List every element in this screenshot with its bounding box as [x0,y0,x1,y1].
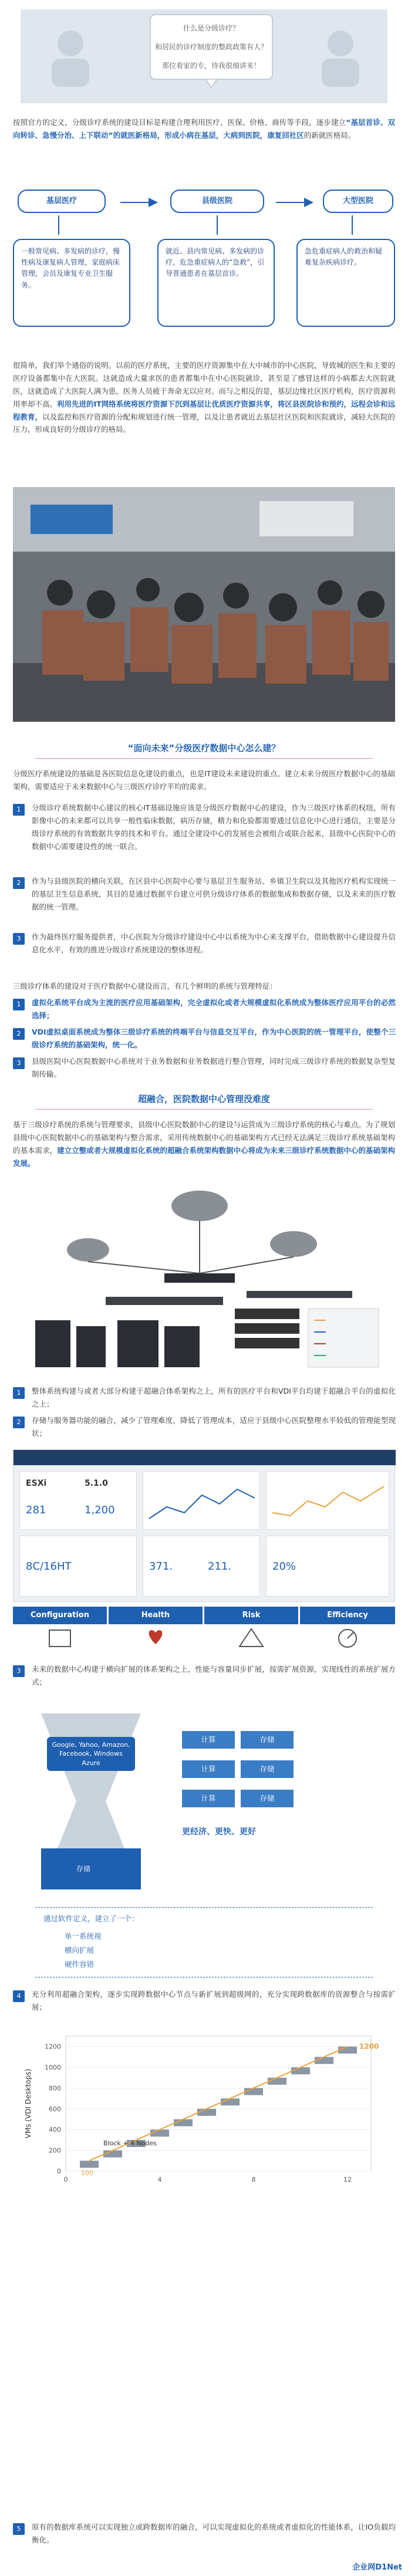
bubble-county: 就近、县内常见病、多发病的诊疗，危急重症病人的“急救”，引导普通患者在基层首诊。 [157,239,275,327]
y-tick-label: 1000 [45,2064,61,2072]
vm-scaling-chart [13,2024,395,2200]
patient-icon [305,23,376,88]
network-topology [23,1179,385,1373]
y-tick-label: 200 [49,2146,61,2155]
section1-divider [35,758,373,759]
header-question-2: 和居民的诊疗制度的整政政策有人？ [154,43,268,51]
x-tick-label: 0 [63,2176,68,2183]
grid-cell-4: 存储 [241,1760,294,1778]
y-tick-label: 800 [49,2084,61,2092]
grid-cell-6: 存储 [241,1790,294,1807]
metric-card-3 [19,1536,137,1597]
section2-intro-highlight: 建立立整或者大规模虚拟化系统的超融合系统架构数据中心将成为未来三级诊疗系统数据中心的基础架构发展。 [13,1145,395,1168]
software-defined-box [35,1907,373,1977]
metric-2: 1,200 [85,1504,115,1516]
para2-text: 很简单，我们举个通俗的说明。以前的医疗系统，主要的医疗资源集中在大中城市的中心医院，导致城的医生和主要的医疗设备都集中在大医院。这就造成大量求医的患者都集中在中心医院就诊，甚至是了感冒这样的小病都去大医院就医，这就造成了大医院人满为患，医务人员疲于奔命无以应对。而与之相反的是，基层边缘社区医疗机构，医疗资源利用率却不高。 [13,361,395,408]
bubble-big: 急危重症病人的救治和疑难复杂疾病诊疗。 [296,239,395,327]
footer-logo: 企业网D1Net [352,2563,402,2572]
y-tick-label: 400 [49,2126,61,2134]
annotation-block: Block + 4 Nodes [103,2139,157,2147]
feature-health: Health [109,1607,203,1624]
s2-item-3-number: 3 [13,1665,25,1677]
header-question-3: 那位看家的专，待我很细讲来！ [161,62,261,70]
y-tick-label: 600 [49,2105,61,2113]
header-illustration-right [305,23,376,92]
s1-item-2-number: 2 [13,877,25,889]
s2-item-5-number: 5 [13,2523,25,2535]
metric-card-4 [143,1536,260,1597]
list-box-item-1: 单一系统视 [65,1932,102,1941]
metric-6: 20% [272,1560,296,1573]
esxi-version: 5.1.0 [85,1479,108,1488]
y-tick-label: 0 [57,2168,61,2175]
list-box-item-3: 硬件容错 [65,1960,95,1969]
metric-card-6 [266,1536,389,1597]
grid-cell-2: 存储 [241,1731,294,1749]
metric-4: 371. [149,1560,173,1573]
hourglass-storage-label: 存储 [76,1865,91,1873]
intro-paragraph [0,116,408,142]
network-diagram [23,1179,385,1373]
hourglass-cloud-text: Google, Yahoo, Amazon, Facebook, Windows Azure [47,1737,135,1771]
header-illustration-left [35,23,106,92]
chart-card-1 [143,1471,260,1530]
annotation-1200: 1200 [359,2042,379,2051]
x-tick-label: 12 [343,2176,352,2183]
section2-divider [35,1109,373,1110]
para2-text-end: 以及监控和医疗资源的分配和规划进行统一管理，以及让患者就近去基层社区医院和医院就诊，减轻大医院的压力，形成良好的分级诊疗的格局。 [13,412,395,434]
s2-item-1-number: 1 [13,1387,25,1399]
efficiency-icon [339,1630,356,1647]
hospital-photo [13,487,395,722]
mini-chart-1 [143,1472,261,1530]
feature-efficiency: Efficiency [300,1607,395,1624]
tier-diagram [0,173,408,349]
hourglass-caption: 更经济、更快、更好 [182,1827,256,1837]
header-question-1: 什么是分级诊疗？ [183,24,240,32]
s1-item-3-number: 3 [13,933,25,945]
section2-title: 超融合，医院数据中心管理没难度 [137,1094,270,1104]
s1-feature-2: VDI虚拟桌面系统成为整体三级诊疗系统的终端平台与信息交互平台，作为中心医院的统一管理平台，使整个三级诊疗系统的基础架构，统一化。 [32,1027,396,1049]
s2-item-2: 存储与服务器功能的融合，减少了管理难度，降低了管理成本，适应于县级中心医院整理水平较低的管理能型现状； [32,1416,396,1438]
s1-item-3: 作为最终医疗服务提供者，中心医院为分级诊疗建设中心中以系统为中心来支撑平台，借助数据中心建设提升信息化水平，有效的推进分级诊疗系统建设的整体进程。 [32,932,396,954]
s2-item-2-number: 2 [13,1417,25,1428]
x-tick-label: 8 [251,2176,256,2183]
dashboard-screenshot [13,1449,395,1602]
s1-item-1: 分级诊疗系统数据中心建议的核心IT基础设施应该是分级医疗数据中心的建设，作为三级医疗体系的权纽，所有影像中心的未来都可以共享一般性临床数据，病历存储，精力和化验都需要通过信息化中心进行通信，主要是分级诊疗系统的有效数据共享的技术和平台。通过全建设中心的发展也会被组合或联合起来，县级中心医院中心的数据中心需要建设性的统一联合。 [32,803,396,851]
hospital-crowd-image [13,487,395,722]
tier-big: 大型医院 [323,190,393,213]
feature-risk: Risk [204,1607,298,1624]
y-axis-label: VMs (VDI Desktops) [24,2068,32,2139]
para2-highlight: 利用先进的IT网络系统将医疗资源下沉到基层让优质医疗资源共享，将区县医院诊和预约，远程会诊和远程教育， [13,399,395,421]
s1-feature-2-number: 2 [13,1028,25,1040]
metric-3: 8C/16HT [26,1560,72,1573]
x-tick-label: 4 [157,2176,162,2183]
bubble-basic: 一般常见病、多发病的诊疗，慢性病及康复病人管理，家庭病床管理，会员及康复专业卫生服务。 [13,239,130,327]
y-tick-label: 1200 [45,2043,61,2051]
s1-item-2: 作为与县级医院的横向关联，在区县中心医院中心要与基层卫生服务站、乡镇卫生院以及其他医疗机构实现统一的基层卫生信息系统，其目的是通过数据平台建立可供分级诊疗体系的数据集成和数据存储，以及未来的医疗数据的统一管理。 [32,877,396,911]
section2-intro-text: 基于三级诊疗系统的系统与管理要求，县级中心医院数据中心的建设与运营成为三级诊疗系统的核心与难点。为了规划县级中心医院数据中心的基础架构与整合需求，采用传统数据中心的基础架构方式已经无法满足三级诊疗系统基础架构的基本需求， [13,1120,395,1155]
feature-configuration: Configuration [13,1607,107,1624]
configuration-icon [49,1630,70,1647]
esxi-label: ESXi [26,1479,47,1488]
s2-item-5: 原有的数据库系统可以实现独立或跨数据库的融合，可以实现虚拟化的系统或者虚拟化的性能体系，让IO负载均衡化。 [32,2523,396,2544]
health-icon [149,1630,163,1644]
section1-mid-text: 三级诊疗体系的建设对于医疗数据中心建设而言，有几个鲜明的系统与管理特征： [13,982,278,990]
vm-step-bar [80,2161,99,2168]
para2 [0,359,408,436]
grid-cell-5: 计算 [182,1790,235,1807]
grid-cell-3: 计算 [182,1760,235,1778]
hourglass-diagram [23,1702,385,1901]
s2-item-4-number: 4 [13,1990,25,2002]
s2-item-3: 未来的数据中心构建于横向扩展的体系架构之上，性能与容量同步扩展，按需扩展资源，实现线性的系统扩展方式； [32,1665,396,1686]
doctor-icon [35,23,106,88]
section1-intro: 分级医疗系统建设的基础是各医院信息化建设的重点，也是IT建设未来建设的重点。建立未来分级医疗数据中心的基础架构，需要适应于未来数据中心与三级医疗诊疗平均的需求。 [13,769,395,791]
metric-1: 281 [26,1504,46,1516]
chart-card-2 [266,1471,389,1530]
tier-county: 县级医院 [170,190,264,213]
intro-text: 按照官方的定义，分级诊疗系统的建设目标是构建合理利用医疗、医保、价格、商传等手段，逐步建立 [13,118,346,127]
dashboard-topbar [14,1450,396,1465]
intro-highlight: “基层首诊、双向转诊、急慢分治、上下联动”的就医新格局，形成小病在基层，大病到医院，康复回社区 [13,118,395,140]
s2-item-1: 整体系统构建与或者大部分构建于超融合体系架构之上，所有的医疗平台和VDI平台均建于超融合平台的虚拟化之上； [32,1387,396,1408]
section1-title: “面向未来”分级医疗数据中心怎么建？ [127,743,281,753]
list-box-item-2: 横向扩展 [65,1946,95,1955]
list-box-title: 通过软件定义，建立了一个： [43,1914,139,1923]
s1-feature-1-number: 1 [13,999,25,1010]
s1-feature-3: 县级医院中心医院数据中心系统对于业务数据和业务数据进行整合管理，同时完成三级诊疗系统的数据复杂型复制传输。 [32,1057,396,1079]
section2-intro [0,1118,408,1170]
metric-5: 211. [208,1560,232,1573]
s1-feature-1: 虚拟化系统平台成为主流的医疗应用基础架构，完全虚拟化或者大规模虚拟化系统成为整体医疗应用平台的必然选择； [32,998,396,1020]
vm-chart-svg [13,2024,395,2200]
features-strip [13,1607,395,1654]
s1-feature-3-number: 3 [13,1057,25,1069]
feature-icons [13,1624,395,1654]
esxi-card [19,1471,137,1530]
annotation-100: 100 [81,2169,93,2177]
s1-item-1-number: 1 [13,804,25,816]
grid-cell-1: 计算 [182,1731,235,1749]
risk-icon [240,1629,263,1647]
intro-text-end: 的新就医格局。 [304,130,356,140]
mini-chart-2 [267,1472,390,1530]
s2-item-4: 充分利用超融合架构，逐步实现跨数据中心节点与新扩展到超级网的，充分实现跨数据库的资源整合与按需扩展； [32,1990,396,2012]
tier-basic: 基层医疗 [18,190,106,213]
